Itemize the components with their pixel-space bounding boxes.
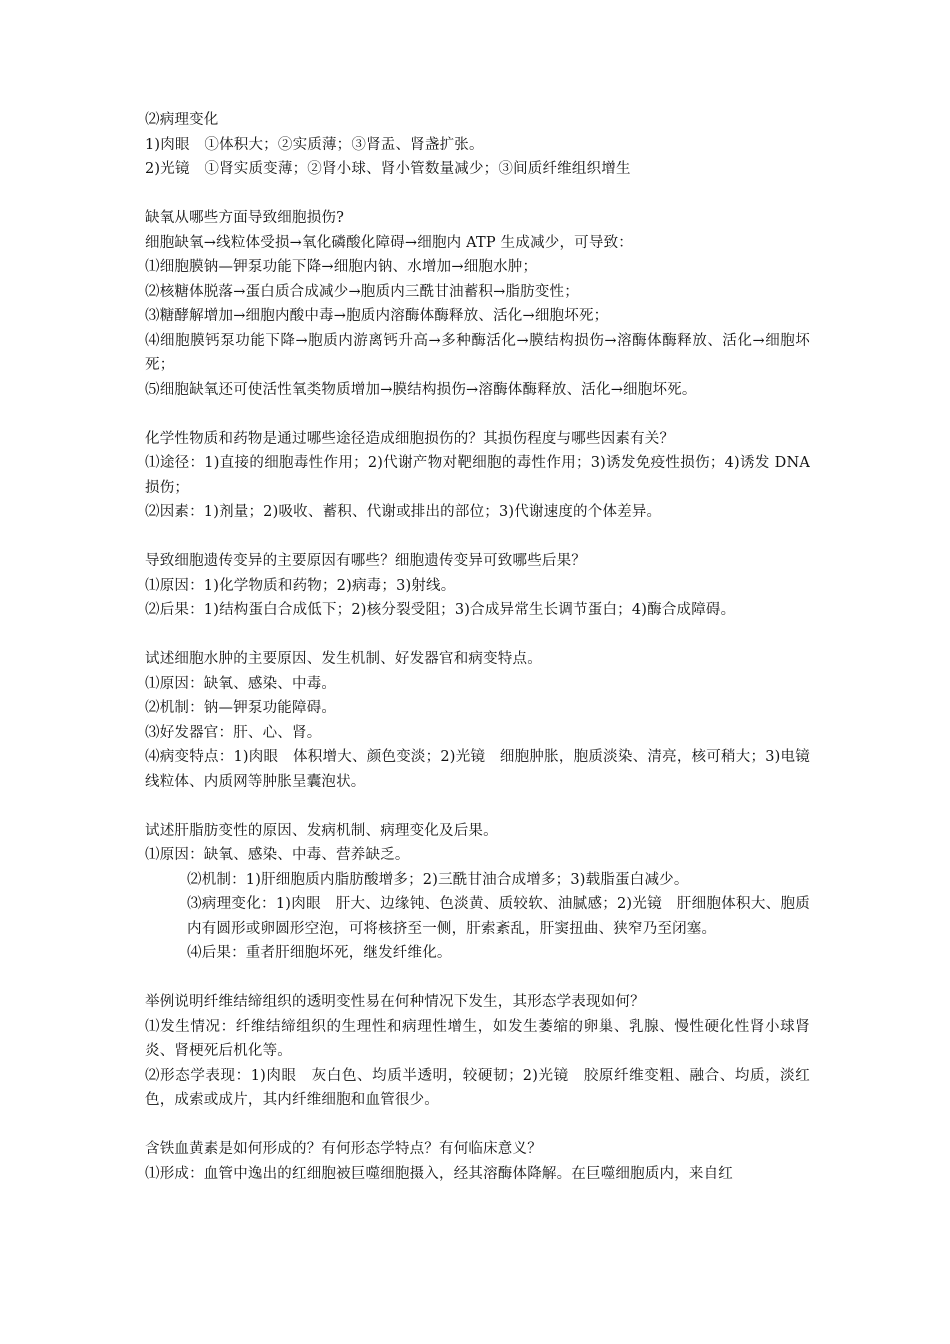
text-line: ⑴细胞膜钠—钾泵功能下降→细胞内钠、水增加→细胞水肿； bbox=[145, 259, 538, 275]
paragraph-gap bbox=[145, 525, 810, 550]
text-line: ⑸细胞缺氧还可使活性氧类物质增加→膜结构损伤→溶酶体酶释放、活化→细胞坏死。 bbox=[145, 381, 697, 398]
text-line: ⑵因素：1)剂量；2)吸收、蓄积、代谢或排出的部位；3)代谢速度的个体差异。 bbox=[145, 504, 662, 520]
text-line: ⑵机制：钠—钾泵功能障碍。 bbox=[145, 700, 337, 716]
question-heading: 含铁血黄素是如何形成的？有何形态学特点？有何临床意义？ bbox=[145, 1141, 542, 1157]
question-heading: 举例说明纤维结缔组织的透明变性易在何种情况下发生，其形态学表现如何？ bbox=[145, 994, 645, 1010]
text-line: 细胞缺氧→线粒体受损→氧化磷酸化障碍→细胞内 ATP 生成减少，可导致： bbox=[145, 234, 633, 251]
text-line: ⑵形态学表现：1)肉眼 灰白色、均质半透明，较硬韧；2)光镜 胶原纤维变粗、融合、均质，淡红色，成索或成片，其内纤维细胞和血管很少。 bbox=[145, 1067, 810, 1108]
text-line: ⑴途径：1)直接的细胞毒性作用；2)代谢产物对靶细胞的毒性作用；3)诱发免疫性损伤；4)诱发 DNA 损伤； bbox=[145, 455, 810, 496]
text-line: ⑷细胞膜钙泵功能下降→胞质内游离钙升高→多种酶活化→膜结构损伤→溶酶体酶释放、活化→细胞坏死； bbox=[145, 332, 810, 373]
paragraph-gap bbox=[145, 182, 810, 207]
text-line: 1)肉眼 ①体积大；②实质薄；③肾盂、肾盏扩张。 bbox=[145, 136, 484, 153]
question-heading: 导致细胞遗传变异的主要原因有哪些？细胞遗传变异可致哪些后果？ bbox=[145, 553, 586, 569]
question-heading: 缺氧从哪些方面导致细胞损伤? bbox=[145, 210, 345, 226]
indented-line: ⑶病理变化：1)肉眼 肝大、边缘钝、色淡黄、质较软、油腻感；2)光镜 肝细胞体积大、胞质内有圆形或卵圆形空泡，可将核挤至一侧，肝索紊乱，肝窦扭曲、狭窄乃至闭塞。 bbox=[187, 896, 810, 937]
text-line: ⑴发生情况：纤维结缔组织的生理性和病理性增生，如发生萎缩的卵巢、乳腺、慢性硬化性肾小球肾炎、肾梗死后机化等。 bbox=[145, 1018, 810, 1059]
text-line: ⑴原因：缺氧、感染、中毒。 bbox=[145, 675, 337, 692]
question-heading: 试述肝脂肪变性的原因、发病机制、病理变化及后果。 bbox=[145, 822, 498, 839]
text-line: ⑵后果：1)结构蛋白合成低下；2)核分裂受阻；3)合成异常生长调节蛋白；4)酶合成障碍。 bbox=[145, 602, 736, 618]
paragraph-gap bbox=[145, 966, 810, 991]
text-line: 2)光镜 ①肾实质变薄；②肾小球、肾小管数量减少；③间质纤维组织增生 bbox=[145, 161, 631, 177]
text-line: ⑶糖酵解增加→细胞内酸中毒→胞质内溶酶体酶释放、活化→细胞坏死； bbox=[145, 308, 609, 324]
text-line: ⑵病理变化 bbox=[145, 112, 219, 128]
paragraph-gap bbox=[145, 623, 810, 648]
indented-line: ⑷后果：重者肝细胞坏死，继发纤维化。 bbox=[187, 945, 452, 961]
text-line: ⑴原因：1)化学物质和药物；2)病毒；3)射线。 bbox=[145, 577, 456, 594]
document-body bbox=[145, 108, 825, 1186]
text-line: ⑴形成：血管中逸出的红细胞被巨噬细胞摄入，经其溶酶体降解。在巨噬细胞质内，来自红 bbox=[145, 1165, 733, 1182]
question-heading: 化学性物质和药物是通过哪些途径造成细胞损伤的？其损伤程度与哪些因素有关？ bbox=[145, 430, 675, 447]
paragraph-gap bbox=[145, 402, 810, 427]
question-heading: 试述细胞水肿的主要原因、发生机制、好发器官和病变特点。 bbox=[145, 651, 542, 667]
indented-line: ⑵机制：1)肝细胞质内脂肪酸增多；2)三酰甘油合成增多；3)载脂蛋白减少。 bbox=[187, 871, 689, 888]
text-line: ⑷病变特点：1)肉眼 体积增大、颜色变淡；2)光镜 细胞肿胀，胞质淡染、清亮，核可稍大；3)电镜 线粒体、内质网等肿胀呈囊泡状。 bbox=[145, 749, 825, 790]
paragraph-gap bbox=[145, 794, 810, 819]
text-line: ⑴原因：缺氧、感染、中毒、营养缺乏。 bbox=[145, 847, 410, 863]
text-line: ⑶好发器官：肝、心、肾。 bbox=[145, 724, 322, 741]
paragraph-gap bbox=[145, 1113, 810, 1138]
text-line: ⑵核糖体脱落→蛋白质合成减少→胞质内三酰甘油蓄积→脂肪变性； bbox=[145, 283, 579, 300]
